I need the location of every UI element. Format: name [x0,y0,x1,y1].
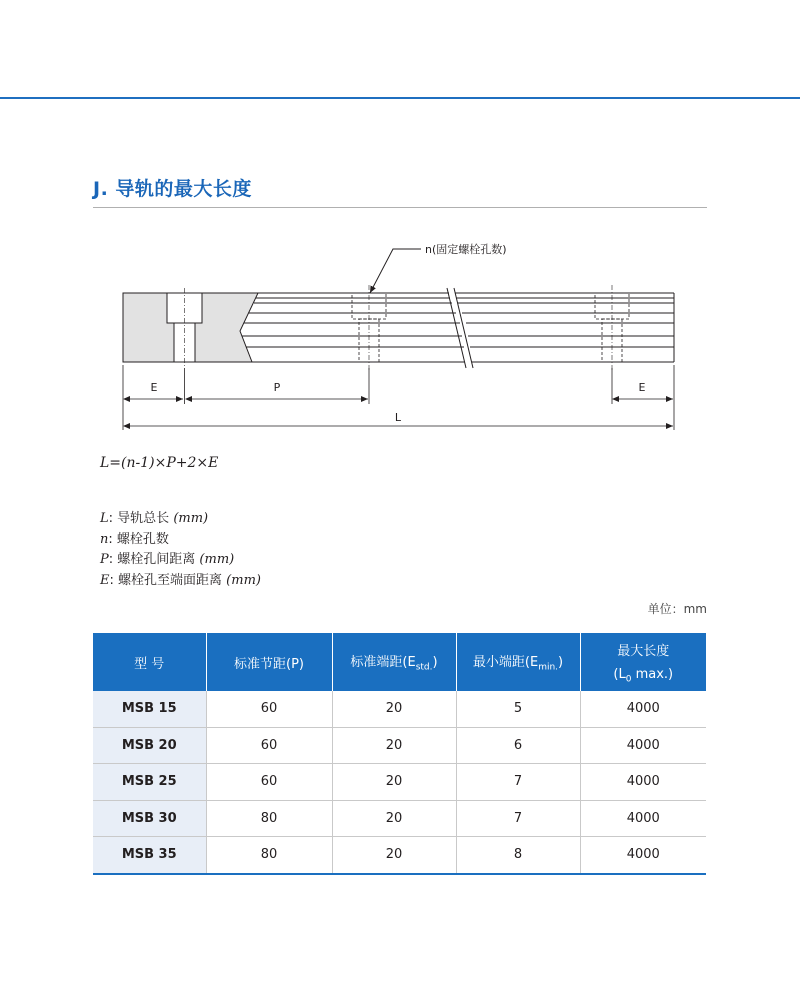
legend-item: E: 螺栓孔至端面距离 (mm) [100,572,261,588]
cell-pitch: 60 [206,727,332,764]
title-divider [93,207,707,208]
cell-model: MSB 25 [93,764,206,801]
table-row [93,727,706,764]
table-row [93,837,706,874]
cell-model: MSB 20 [93,727,206,764]
dimension-p-label: P [273,381,281,394]
callout-leader [370,249,421,293]
unit-note: 单位：mm [647,602,707,616]
cell-max-length: 4000 [580,727,706,764]
variable-legend [100,509,261,591]
legend-item: n: 螺栓孔数 [100,531,169,547]
cell-pitch: 80 [206,800,332,837]
cell-std-end: 20 [332,691,456,727]
cell-std-end: 20 [332,727,456,764]
table-header-row [93,633,706,691]
cell-pitch: 80 [206,837,332,874]
cell-min-end: 7 [456,764,580,801]
cell-std-end: 20 [332,800,456,837]
dimension-e-left-label: E [150,381,158,394]
header-pitch: 标准节距(P) [206,633,332,691]
cell-min-end: 5 [456,691,580,727]
cell-pitch: 60 [206,691,332,727]
cell-max-length: 4000 [580,764,706,801]
legend-item: P: 螺栓孔间距离 (mm) [100,552,235,567]
dimension-e-right-label: E [638,381,646,394]
section-title: J. 导轨的最大长度 [93,178,252,200]
header-max-length: 最大长度 ($L_0$ max.) [580,633,706,691]
table-row [93,764,706,801]
legend-item: L: 导轨总长 (mm) [100,511,209,526]
dimension-l-label: L [394,411,402,424]
callout-label: n(固定螺栓孔数) [425,243,507,256]
cell-max-length: 4000 [580,691,706,727]
cell-min-end: 6 [456,727,580,764]
length-formula: L=(n-1)×P+2×E [100,455,219,471]
max-length-table [93,633,706,875]
cell-std-end: 20 [332,837,456,874]
cell-pitch: 60 [206,764,332,801]
table-row [93,800,706,837]
header-min-end: 最小端距$(E_{min.})$ [456,633,580,691]
cell-min-end: 8 [456,837,580,874]
rail-length-diagram [0,230,800,440]
cell-min-end: 7 [456,800,580,837]
header-rule [0,97,800,99]
header-std-end: 标准端距$(E_{std.})$ [332,633,456,691]
cell-model: MSB 30 [93,800,206,837]
cell-model: MSB 35 [93,837,206,874]
cell-max-length: 4000 [580,837,706,874]
cell-max-length: 4000 [580,800,706,837]
cell-std-end: 20 [332,764,456,801]
cell-model: MSB 15 [93,691,206,727]
table-row [93,691,706,727]
header-model: 型 号 [93,633,206,691]
